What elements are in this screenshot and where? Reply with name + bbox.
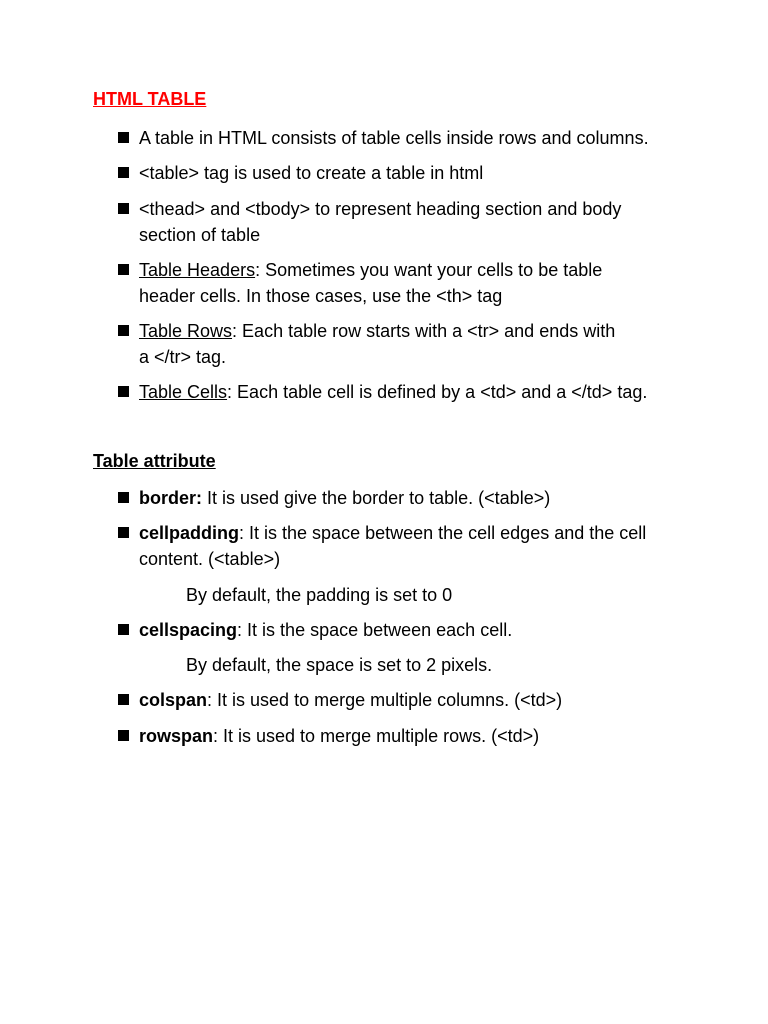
list-item-text [139, 379, 679, 405]
term-label: cellpadding [139, 523, 240, 543]
square-bullet-icon [118, 527, 129, 538]
text-line: : It is the space between each cell. [237, 620, 513, 640]
term-label: Table Rows [139, 321, 233, 341]
square-bullet-icon [118, 730, 129, 741]
list-item-text [139, 520, 679, 572]
text-line: : It is used to merge multiple columns. (<td>) [207, 690, 563, 710]
square-bullet-icon [118, 167, 129, 178]
list-item-text [139, 723, 679, 749]
square-bullet-icon [118, 264, 129, 275]
text-line: a </tr> tag. [139, 347, 227, 367]
square-bullet-icon [118, 132, 129, 143]
note-text: By default, the space is set to 2 pixels. [186, 655, 493, 675]
text-line: header cells. In those cases, use the <th> tag [139, 286, 503, 306]
text-line: : Each table row starts with a <tr> and ends with [232, 321, 616, 341]
square-bullet-icon [118, 694, 129, 705]
note-text: By default, the padding is set to 0 [186, 585, 453, 605]
text-line: It is used give the border to table. (<table>) [202, 488, 551, 508]
section-heading-table-attribute: Table attribute [93, 451, 216, 471]
text-line: : It is used to merge multiple rows. (<td>) [213, 726, 540, 746]
square-bullet-icon [118, 624, 129, 635]
list-item-text [139, 485, 679, 511]
list-item-text [139, 318, 679, 370]
square-bullet-icon [118, 386, 129, 397]
text-line: : It is the space between the cell edges and the cell [239, 523, 647, 543]
list-item-text [139, 196, 679, 248]
square-bullet-icon [118, 325, 129, 336]
term-label: border: [139, 488, 202, 508]
term-label: colspan [139, 690, 208, 710]
term-label: rowspan [139, 726, 214, 746]
text-line: : Each table cell is defined by a <td> and a </td> tag. [227, 382, 648, 402]
text-line: : Sometimes you want your cells to be table [255, 260, 603, 280]
section-heading-html-table: HTML TABLE [93, 89, 207, 109]
square-bullet-icon [118, 492, 129, 503]
term-label: Table Cells [139, 382, 228, 402]
list-item-text [139, 687, 679, 713]
list-item-text: A table in HTML consists of table cells inside rows and columns. [139, 128, 649, 148]
text-line: section of table [139, 225, 261, 245]
term-label: Table Headers [139, 260, 256, 280]
list-item-text: <table> tag is used to create a table in html [139, 163, 484, 183]
list-item-text [139, 617, 679, 643]
square-bullet-icon [118, 203, 129, 214]
term-label: cellspacing [139, 620, 238, 640]
list-item-text [139, 257, 679, 309]
text-line: <thead> and <tbody> to represent heading section and body [139, 199, 622, 219]
text-line: content. (<table>) [139, 549, 281, 569]
